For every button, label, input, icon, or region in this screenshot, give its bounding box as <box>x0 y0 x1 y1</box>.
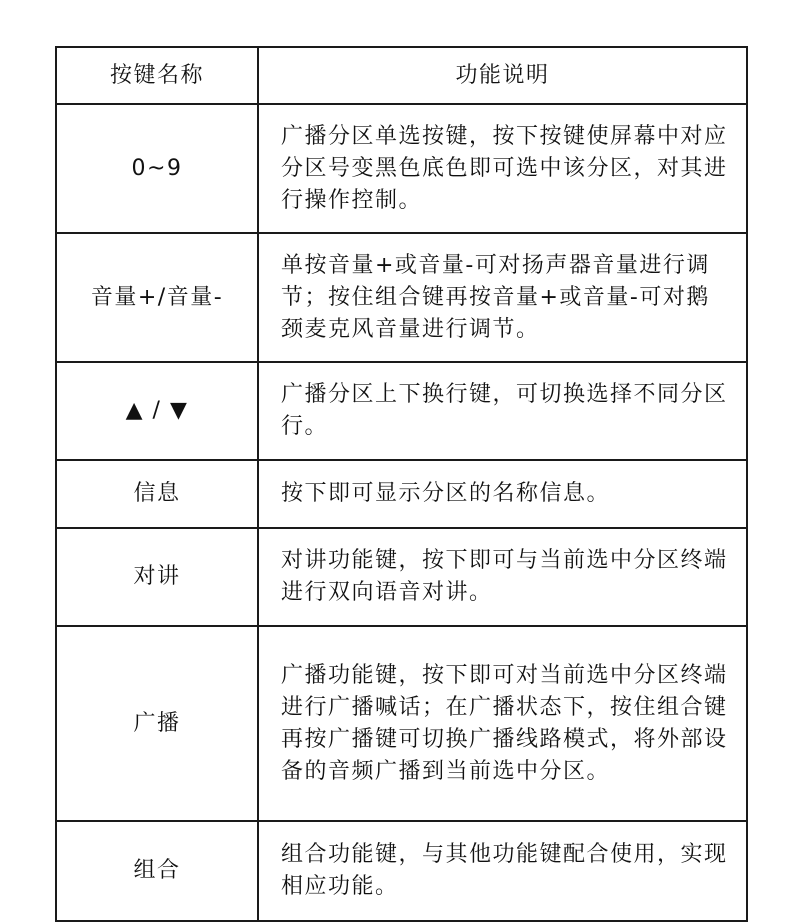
key-name-cell: 组合 <box>56 821 258 921</box>
function-description-cell: 单按音量+或音量-可对扬声器音量进行调节；按住组合键再按音量+或音量-可对鹅颈麦克风音量进行调节。 <box>258 233 747 362</box>
function-description-cell: 广播分区单选按键，按下按键使屏幕中对应分区号变黑色底色即可选中该分区，对其进行操作控制。 <box>258 104 747 233</box>
table-header-row <box>56 47 747 104</box>
key-name-cell: 0~9 <box>56 104 258 233</box>
table-row <box>56 104 747 233</box>
table-row <box>56 528 747 626</box>
key-name-cell: 信息 <box>56 460 258 528</box>
function-description-cell: 按下即可显示分区的名称信息。 <box>258 460 747 528</box>
table-row <box>56 821 747 921</box>
function-description-cell: 广播功能键，按下即可对当前选中分区终端进行广播喊话；在广播状态下，按住组合键再按广播键可切换广播线路模式，将外部设备的音频广播到当前选中分区。 <box>258 626 747 821</box>
header-key-name: 按键名称 <box>56 47 258 104</box>
function-description-cell: 组合功能键，与其他功能键配合使用，实现相应功能。 <box>258 821 747 921</box>
key-name-cell: 对讲 <box>56 528 258 626</box>
key-name-cell: 广播 <box>56 626 258 821</box>
table-row <box>56 362 747 460</box>
function-description-cell: 广播分区上下换行键，可切换选择不同分区行。 <box>258 362 747 460</box>
table-row <box>56 460 747 528</box>
table-row <box>56 626 747 821</box>
key-name-cell: 音量+/音量- <box>56 233 258 362</box>
header-function-description: 功能说明 <box>258 47 747 104</box>
table-row <box>56 233 747 362</box>
key-name-cell: ▲ / ▼ <box>56 362 258 460</box>
key-function-table <box>55 46 748 922</box>
function-description-cell: 对讲功能键，按下即可与当前选中分区终端进行双向语音对讲。 <box>258 528 747 626</box>
